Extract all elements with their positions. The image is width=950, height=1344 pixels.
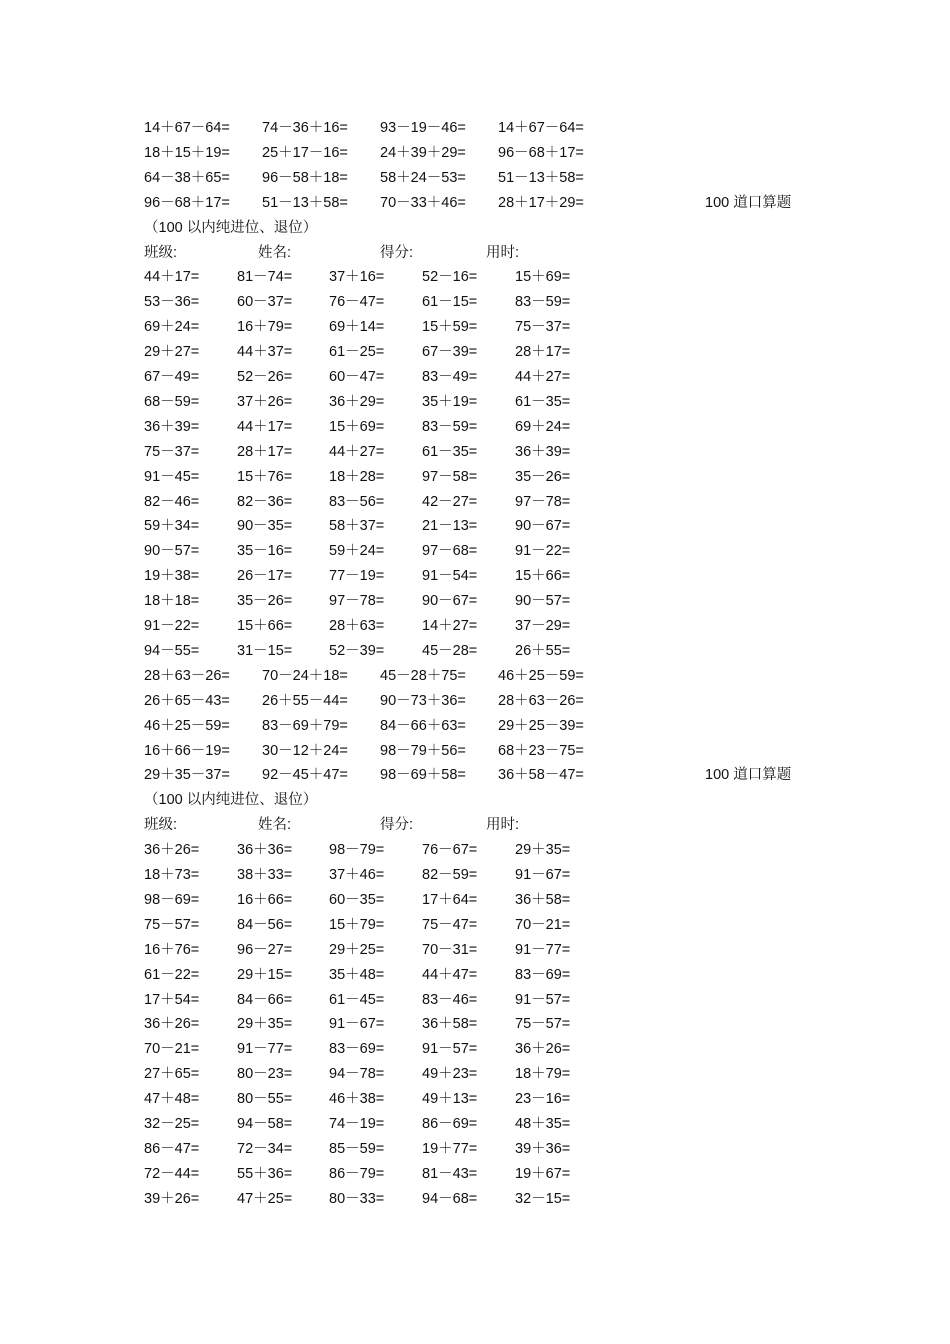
arithmetic-problem: 96－68＋17= <box>498 144 584 161</box>
arithmetic-problem: 16＋76= <box>144 941 200 958</box>
arithmetic-problem: 35－26= <box>515 468 571 485</box>
score-label: 得分: <box>380 244 414 261</box>
arithmetic-problem: 84－66＋63= <box>380 717 466 734</box>
arithmetic-problem: 60－47= <box>329 369 385 385</box>
arithmetic-problem: 29＋25= <box>329 941 385 958</box>
arithmetic-problem: 77－19= <box>329 568 385 585</box>
arithmetic-problem: 61－35= <box>422 443 478 460</box>
arithmetic-problem: 35－26= <box>237 593 293 610</box>
arithmetic-problem: 45－28＋75= <box>380 667 466 684</box>
problem-row <box>144 739 704 764</box>
arithmetic-problem: 36＋26= <box>144 842 200 859</box>
arithmetic-problem: 37＋46= <box>329 867 385 883</box>
problem-row <box>144 265 704 290</box>
arithmetic-problem: 90－73＋36= <box>380 692 466 709</box>
arithmetic-problem: 28＋63－26= <box>144 667 230 684</box>
class-label: 班级: <box>144 817 178 834</box>
arithmetic-problem: 28＋63= <box>329 618 385 634</box>
arithmetic-problem: 18＋73= <box>144 867 200 883</box>
arithmetic-problem: 91－67= <box>515 867 571 883</box>
arithmetic-problem: 35－16= <box>237 543 293 560</box>
arithmetic-problem: 44＋27= <box>515 369 571 385</box>
arithmetic-problem: 26－17= <box>237 568 293 585</box>
arithmetic-problem: 25＋17－16= <box>262 144 348 161</box>
arithmetic-problem: 51－13＋58= <box>498 169 584 186</box>
arithmetic-problem: 86－79= <box>329 1165 385 1182</box>
arithmetic-problem: 14＋67－64= <box>144 120 230 136</box>
arithmetic-problem: 91－67= <box>329 1016 385 1033</box>
arithmetic-problem: 49＋23= <box>422 1066 478 1083</box>
arithmetic-problem: 26＋55－44= <box>262 692 348 709</box>
arithmetic-problem: 37＋26= <box>237 393 293 410</box>
arithmetic-problem: 15＋76= <box>237 468 293 485</box>
arithmetic-problem: 94－55= <box>144 642 200 659</box>
arithmetic-problem: 19＋77= <box>422 1140 478 1157</box>
worksheet-subtitle: （100 以内纯进位、退位） <box>144 219 318 236</box>
arithmetic-problem: 91－45= <box>144 468 200 485</box>
problem-row <box>144 863 704 888</box>
score-label: 得分: <box>380 817 414 834</box>
arithmetic-problem: 97－58= <box>422 468 478 485</box>
arithmetic-problem: 18＋18= <box>144 593 200 610</box>
arithmetic-problem: 91－57= <box>515 991 571 1008</box>
problem-row <box>144 415 704 440</box>
arithmetic-problem: 27＋65= <box>144 1066 200 1083</box>
arithmetic-problem: 19＋67= <box>515 1165 571 1182</box>
arithmetic-problem: 51－13＋58= <box>262 194 348 211</box>
arithmetic-problem: 58＋37= <box>329 518 385 535</box>
arithmetic-problem: 39＋36= <box>515 1140 571 1157</box>
time-label: 用时: <box>486 817 520 834</box>
arithmetic-problem: 75－57= <box>144 916 200 933</box>
arithmetic-problem: 82－36= <box>237 493 293 510</box>
problem-row <box>144 514 704 539</box>
arithmetic-problem: 47＋48= <box>144 1091 200 1108</box>
arithmetic-problem: 29＋25－39= <box>498 717 584 734</box>
arithmetic-problem: 72－34= <box>237 1140 293 1157</box>
problem-row <box>144 763 704 788</box>
problem-row <box>144 664 704 689</box>
arithmetic-problem: 28＋17= <box>515 344 571 361</box>
arithmetic-problem: 24＋39＋29= <box>380 144 466 161</box>
arithmetic-problem: 17＋54= <box>144 991 200 1008</box>
arithmetic-problem: 98－69＋58= <box>380 767 466 784</box>
arithmetic-problem: 67－39= <box>422 344 478 361</box>
problem-row <box>144 1087 704 1112</box>
arithmetic-problem: 80－23= <box>237 1066 293 1083</box>
arithmetic-problem: 90－57= <box>144 543 200 560</box>
arithmetic-problem: 59＋24= <box>329 543 385 560</box>
arithmetic-problem: 64－38＋65= <box>144 169 230 186</box>
arithmetic-problem: 19＋38= <box>144 568 200 585</box>
arithmetic-problem: 68＋23－75= <box>498 742 584 759</box>
problem-row <box>144 1137 704 1162</box>
problem-row <box>144 938 704 963</box>
problem-row <box>144 838 704 863</box>
arithmetic-problem: 46＋38= <box>329 1091 385 1108</box>
problem-row <box>144 714 704 739</box>
arithmetic-problem: 42－27= <box>422 493 478 510</box>
arithmetic-problem: 86－47= <box>144 1140 200 1157</box>
arithmetic-problem: 23－16= <box>515 1091 571 1108</box>
arithmetic-problem: 94－78= <box>329 1066 385 1083</box>
arithmetic-problem: 91－57= <box>422 1041 478 1058</box>
problem-row <box>144 1187 704 1212</box>
arithmetic-problem: 53－36= <box>144 294 200 311</box>
arithmetic-problem: 98－79＋56= <box>380 742 466 759</box>
arithmetic-problem: 81－74= <box>237 269 293 286</box>
arithmetic-problem: 48＋35= <box>515 1116 571 1132</box>
problem-row <box>144 116 704 141</box>
problem-row <box>144 141 704 166</box>
arithmetic-problem: 52－39= <box>329 642 385 659</box>
problem-row <box>144 1037 704 1062</box>
arithmetic-problem: 83－56= <box>329 493 385 510</box>
arithmetic-problem: 70－21= <box>515 916 571 933</box>
arithmetic-problem: 83－59= <box>422 418 478 435</box>
arithmetic-problem: 46＋25－59= <box>144 717 230 734</box>
arithmetic-problem: 44＋37= <box>237 344 293 361</box>
problem-row <box>144 639 704 664</box>
arithmetic-problem: 75－57= <box>515 1016 571 1033</box>
arithmetic-problem: 68－59= <box>144 393 200 410</box>
arithmetic-problem: 91－22= <box>144 618 200 634</box>
arithmetic-problem: 60－35= <box>329 891 385 908</box>
arithmetic-problem: 15＋69= <box>515 269 571 286</box>
arithmetic-problem: 31－15= <box>237 642 293 659</box>
arithmetic-problem: 46＋25－59= <box>498 667 584 684</box>
arithmetic-problem: 35＋19= <box>422 393 478 410</box>
arithmetic-problem: 36＋26= <box>144 1016 200 1033</box>
arithmetic-problem: 14＋27= <box>422 618 478 634</box>
arithmetic-problem: 32－25= <box>144 1116 200 1132</box>
arithmetic-problem: 39＋26= <box>144 1190 200 1207</box>
arithmetic-problem: 37－29= <box>515 618 571 634</box>
arithmetic-problem: 35＋48= <box>329 966 385 983</box>
arithmetic-problem: 90－35= <box>237 518 293 535</box>
arithmetic-problem: 93－19－46= <box>380 120 466 136</box>
arithmetic-problem: 70－33＋46= <box>380 194 466 211</box>
arithmetic-problem: 44＋27= <box>329 443 385 460</box>
arithmetic-problem: 90－67= <box>422 593 478 610</box>
arithmetic-problem: 55＋36= <box>237 1165 293 1182</box>
arithmetic-problem: 36＋39= <box>515 443 571 460</box>
problem-row <box>144 166 704 191</box>
class-label: 班级: <box>144 244 178 261</box>
arithmetic-problem: 18＋28= <box>329 468 385 485</box>
arithmetic-problem: 28＋17= <box>237 443 293 460</box>
arithmetic-problem: 28＋63－26= <box>498 692 584 709</box>
arithmetic-problem: 15＋66= <box>237 618 293 634</box>
worksheet-subtitle: （100 以内纯进位、退位） <box>144 792 318 809</box>
arithmetic-problem: 70－24＋18= <box>262 667 348 684</box>
arithmetic-problem: 58＋24－53= <box>380 169 466 186</box>
problem-row <box>144 191 704 216</box>
arithmetic-problem: 91－22= <box>515 543 571 560</box>
arithmetic-problem: 30－12＋24= <box>262 742 348 759</box>
arithmetic-problem: 15＋79= <box>329 916 385 933</box>
arithmetic-problem: 80－33= <box>329 1190 385 1207</box>
arithmetic-problem: 45－28= <box>422 642 478 659</box>
arithmetic-problem: 69＋14= <box>329 319 385 336</box>
name-label: 姓名: <box>258 244 292 261</box>
arithmetic-problem: 91－77= <box>237 1041 293 1058</box>
arithmetic-problem: 83－69= <box>329 1041 385 1058</box>
arithmetic-problem: 83－69= <box>515 966 571 983</box>
arithmetic-problem: 69＋24= <box>144 319 200 336</box>
arithmetic-problem: 67－49= <box>144 369 200 385</box>
worksheet-title: 100 道口算题 <box>705 194 792 211</box>
arithmetic-problem: 15＋69= <box>329 418 385 435</box>
problem-row <box>144 1162 704 1187</box>
arithmetic-problem: 74－19= <box>329 1116 385 1132</box>
problem-row <box>144 390 704 415</box>
arithmetic-problem: 75－37= <box>515 319 571 336</box>
arithmetic-problem: 44＋47= <box>422 966 478 983</box>
problem-row <box>144 564 704 589</box>
problem-row <box>144 988 704 1013</box>
arithmetic-problem: 47＋25= <box>237 1190 293 1207</box>
arithmetic-problem: 61－15= <box>422 294 478 311</box>
arithmetic-problem: 96－58＋18= <box>262 169 348 186</box>
arithmetic-problem: 44＋17= <box>237 418 293 435</box>
arithmetic-problem: 94－58= <box>237 1116 293 1132</box>
arithmetic-problem: 36＋58－47= <box>498 767 584 784</box>
arithmetic-problem: 91－77= <box>515 941 571 958</box>
arithmetic-problem: 98－69= <box>144 891 200 908</box>
problem-row <box>144 290 704 315</box>
arithmetic-problem: 98－79= <box>329 842 385 859</box>
arithmetic-problem: 81－43= <box>422 1165 478 1182</box>
arithmetic-problem: 85－59= <box>329 1140 385 1157</box>
arithmetic-problem: 96－27= <box>237 941 293 958</box>
arithmetic-problem: 86－69= <box>422 1116 478 1132</box>
problem-row <box>144 689 704 714</box>
arithmetic-problem: 70－21= <box>144 1041 200 1058</box>
arithmetic-problem: 18＋79= <box>515 1066 571 1083</box>
arithmetic-problem: 75－47= <box>422 916 478 933</box>
arithmetic-problem: 82－59= <box>422 867 478 883</box>
problem-row <box>144 1012 704 1037</box>
arithmetic-problem: 83－59= <box>515 294 571 311</box>
arithmetic-problem: 18＋15＋19= <box>144 144 230 161</box>
arithmetic-problem: 61－25= <box>329 344 385 361</box>
problem-row <box>144 490 704 515</box>
arithmetic-problem: 52－16= <box>422 269 478 286</box>
arithmetic-problem: 26＋55= <box>515 642 571 659</box>
arithmetic-problem: 36＋58= <box>515 891 571 908</box>
problem-row <box>144 589 704 614</box>
arithmetic-problem: 37＋16= <box>329 269 385 286</box>
problem-row <box>144 913 704 938</box>
arithmetic-problem: 83－69＋79= <box>262 717 348 734</box>
arithmetic-problem: 26＋65－43= <box>144 692 230 709</box>
problem-row <box>144 365 704 390</box>
arithmetic-problem: 97－78= <box>329 593 385 610</box>
arithmetic-problem: 15＋66= <box>515 568 571 585</box>
problem-row <box>144 315 704 340</box>
arithmetic-problem: 32－15= <box>515 1190 571 1207</box>
arithmetic-problem: 16＋66= <box>237 891 293 908</box>
arithmetic-problem: 90－57= <box>515 593 571 610</box>
problem-row <box>144 539 704 564</box>
problem-row <box>144 963 704 988</box>
arithmetic-problem: 29＋35= <box>515 842 571 859</box>
arithmetic-problem: 36＋58= <box>422 1016 478 1033</box>
arithmetic-problem: 60－37= <box>237 294 293 311</box>
arithmetic-problem: 52－26= <box>237 369 293 385</box>
arithmetic-problem: 80－55= <box>237 1091 293 1108</box>
problem-row <box>144 1112 704 1137</box>
worksheet-title: 100 道口算题 <box>705 767 792 784</box>
arithmetic-problem: 16＋66－19= <box>144 742 230 759</box>
arithmetic-problem: 61－35= <box>515 393 571 410</box>
problem-row <box>144 465 704 490</box>
arithmetic-problem: 83－49= <box>422 369 478 385</box>
arithmetic-problem: 84－56= <box>237 916 293 933</box>
problem-row <box>144 614 704 639</box>
arithmetic-problem: 84－66= <box>237 991 293 1008</box>
arithmetic-problem: 96－68＋17= <box>144 194 230 211</box>
arithmetic-problem: 44＋17= <box>144 269 200 286</box>
arithmetic-problem: 76－67= <box>422 842 478 859</box>
problem-row <box>144 1062 704 1087</box>
arithmetic-problem: 36＋36= <box>237 842 293 859</box>
problem-row <box>144 340 704 365</box>
arithmetic-problem: 83－46= <box>422 991 478 1008</box>
arithmetic-problem: 29＋35－37= <box>144 767 230 784</box>
arithmetic-problem: 59＋34= <box>144 518 200 535</box>
arithmetic-problem: 36＋26= <box>515 1041 571 1058</box>
arithmetic-problem: 61－45= <box>329 991 385 1008</box>
time-label: 用时: <box>486 244 520 261</box>
arithmetic-problem: 92－45＋47= <box>262 767 348 784</box>
arithmetic-problem: 76－47= <box>329 294 385 311</box>
arithmetic-problem: 97－78= <box>515 493 571 510</box>
arithmetic-problem: 90－67= <box>515 518 571 535</box>
arithmetic-problem: 91－54= <box>422 568 478 585</box>
arithmetic-problem: 15＋59= <box>422 319 478 336</box>
arithmetic-problem: 38＋33= <box>237 867 293 883</box>
problem-row <box>144 440 704 465</box>
arithmetic-problem: 36＋39= <box>144 418 200 435</box>
arithmetic-problem: 28＋17＋29= <box>498 194 584 211</box>
arithmetic-problem: 21－13= <box>422 518 478 535</box>
problem-row <box>144 888 704 913</box>
arithmetic-problem: 14＋67－64= <box>498 120 584 136</box>
arithmetic-problem: 97－68= <box>422 543 478 560</box>
arithmetic-problem: 94－68= <box>422 1190 478 1207</box>
arithmetic-problem: 82－46= <box>144 493 200 510</box>
arithmetic-problem: 61－22= <box>144 966 200 983</box>
arithmetic-problem: 16＋79= <box>237 319 293 336</box>
arithmetic-problem: 49＋13= <box>422 1091 478 1108</box>
arithmetic-problem: 74－36＋16= <box>262 120 348 136</box>
arithmetic-problem: 29＋15= <box>237 966 293 983</box>
arithmetic-problem: 17＋64= <box>422 891 478 908</box>
arithmetic-problem: 72－44= <box>144 1165 200 1182</box>
arithmetic-problem: 70－31= <box>422 941 478 958</box>
arithmetic-problem: 36＋29= <box>329 393 385 410</box>
arithmetic-problem: 69＋24= <box>515 418 571 435</box>
arithmetic-problem: 75－37= <box>144 443 200 460</box>
arithmetic-problem: 29＋27= <box>144 344 200 361</box>
arithmetic-problem: 29＋35= <box>237 1016 293 1033</box>
name-label: 姓名: <box>258 817 292 834</box>
